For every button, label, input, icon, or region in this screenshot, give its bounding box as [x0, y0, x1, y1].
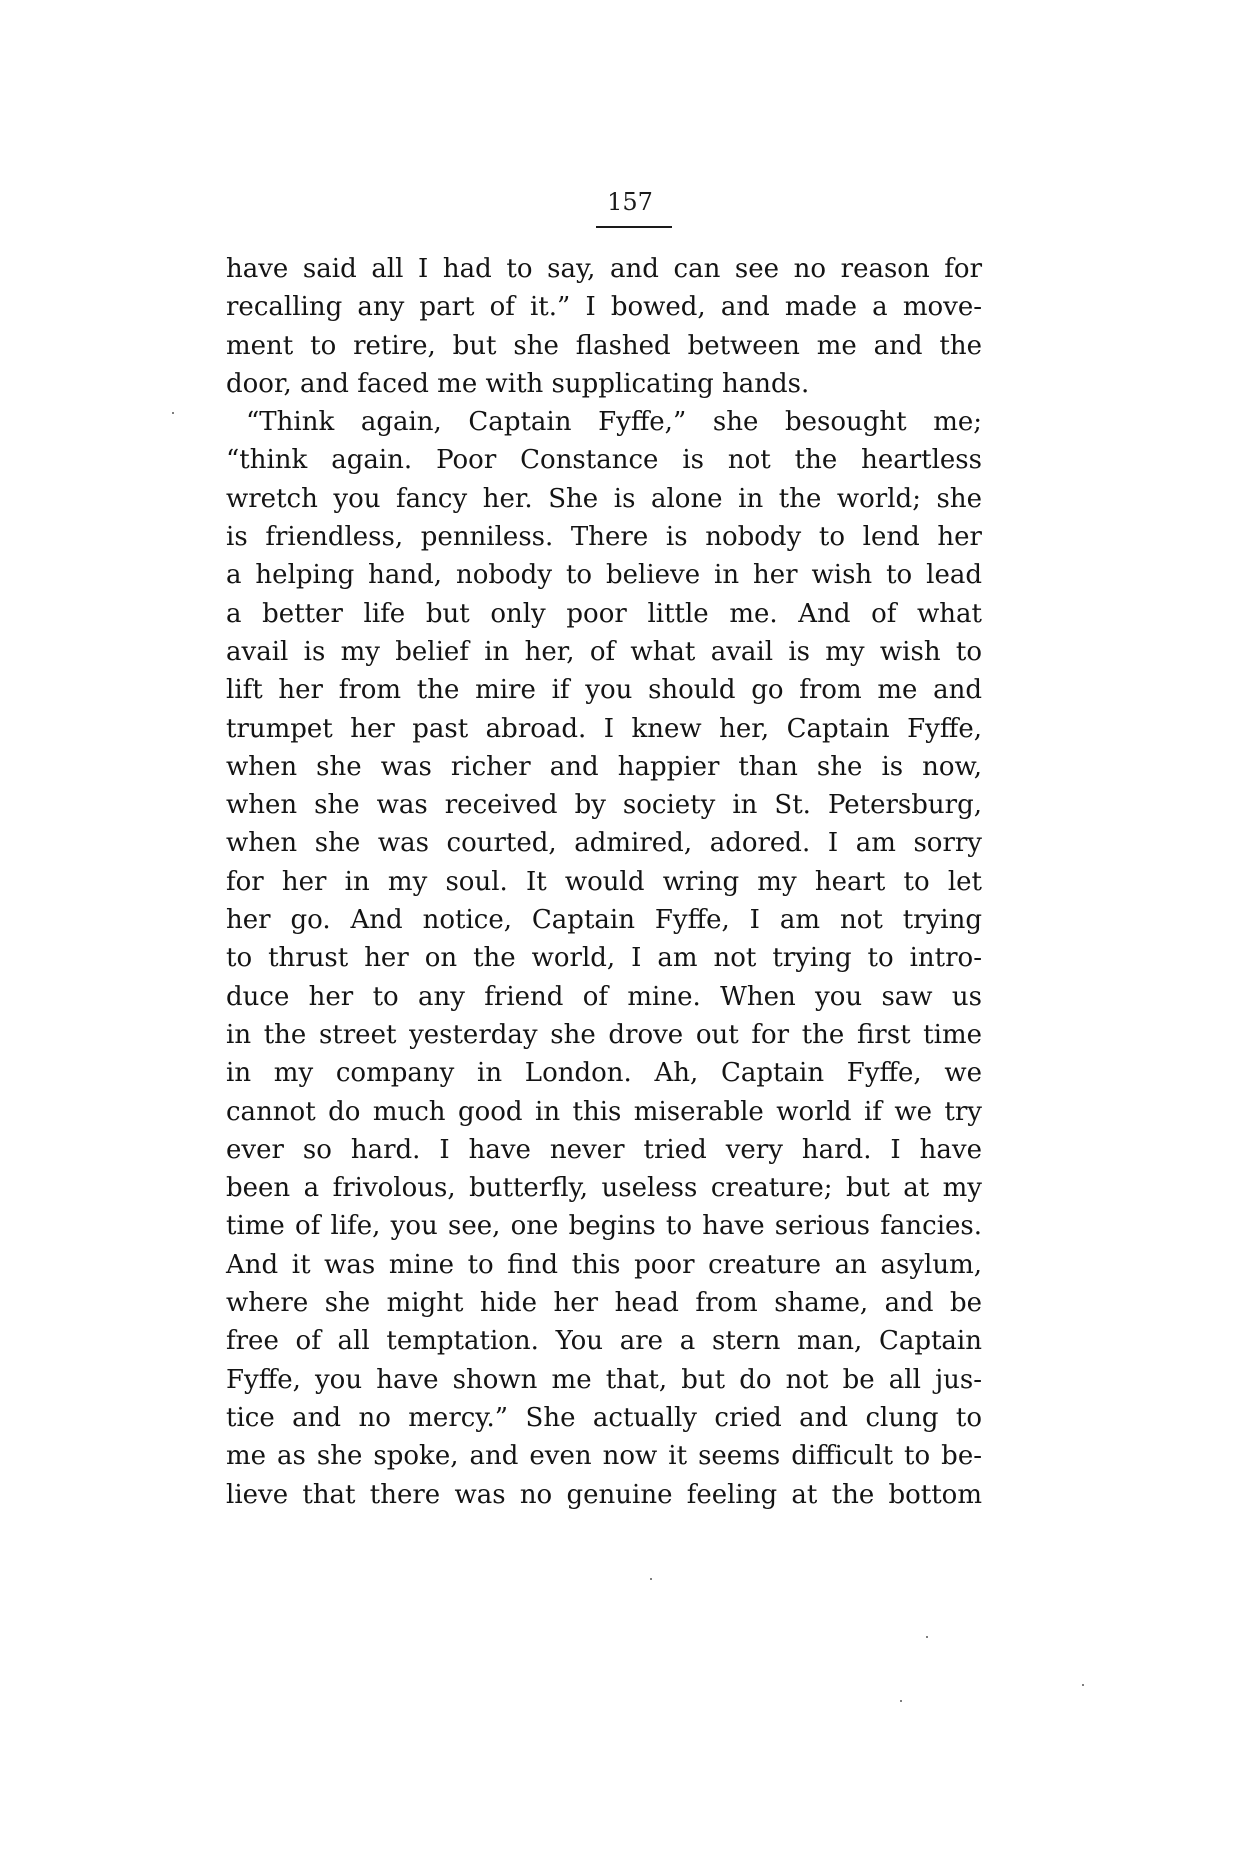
- text-line: And it was mine to find this poor creature an asylum,: [226, 1249, 982, 1280]
- paper-speck: [172, 412, 174, 414]
- text-line: to thrust her on the world, I am not trying to intro-: [226, 943, 982, 974]
- text-line: recalling any part of it.” I bowed, and made a move-: [226, 292, 982, 323]
- paper-speck: [650, 1578, 652, 1580]
- text-line: “Think again, Captain Fyffe,” she besought me;: [246, 407, 982, 438]
- body-text: [226, 250, 982, 1514]
- paper-speck: [900, 1700, 902, 1702]
- text-line: a helping hand, nobody to believe in her wish to lead: [226, 560, 982, 591]
- text-line: door, and faced me with supplicating hands.: [226, 368, 810, 399]
- text-line: been a frivolous, butterfly, useless creature; but at my: [226, 1173, 982, 1204]
- text-line: trumpet her past abroad. I knew her, Captain Fyffe,: [226, 713, 982, 744]
- text-line: “think again. Poor Constance is not the heartless: [226, 445, 982, 476]
- text-line: where she might hide her head from shame, and be: [226, 1288, 982, 1319]
- text-line: time of life, you see, one begins to have serious fancies.: [226, 1211, 982, 1242]
- text-line: free of all temptation. You are a stern man, Captain: [226, 1326, 982, 1357]
- text-line: for her in my soul. It would wring my heart to let: [226, 866, 982, 897]
- text-line: tice and no mercy.” She actually cried and clung to: [226, 1402, 982, 1433]
- text-line: me as she spoke, and even now it seems difficult to be-: [226, 1441, 982, 1472]
- text-line: ment to retire, but she flashed between me and the: [226, 330, 982, 361]
- text-line: wretch you fancy her. She is alone in the world; she: [226, 483, 982, 514]
- text-line: in my company in London. Ah, Captain Fyffe, we: [226, 1058, 982, 1089]
- text-line: have said all I had to say, and can see no reason for: [226, 254, 982, 284]
- paper-speck: [926, 1636, 928, 1638]
- text-line: avail is my belief in her, of what avail is my wish to: [226, 636, 982, 667]
- text-line: is friendless, penniless. There is nobody to lend her: [226, 522, 982, 553]
- text-line: Fyffe, you have shown me that, but do not be all jus-: [226, 1364, 982, 1395]
- text-line: lieve that there was no genuine feeling at the bottom: [226, 1479, 982, 1510]
- text-line: when she was received by society in St. Petersburg,: [226, 790, 982, 821]
- text-line: in the street yesterday she drove out for the first time: [226, 1019, 982, 1050]
- text-line: when she was courted, admired, adored. I am sorry: [226, 828, 982, 859]
- text-line: a better life but only poor little me. And of what: [226, 598, 982, 629]
- text-line: her go. And notice, Captain Fyffe, I am not trying: [226, 905, 982, 936]
- text-line: cannot do much good in this miserable world if we try: [226, 1096, 982, 1127]
- text-line: duce her to any friend of mine. When you saw us: [226, 981, 982, 1012]
- text-line: ever so hard. I have never tried very hard. I have: [226, 1134, 982, 1165]
- text-line: when she was richer and happier than she is now,: [226, 751, 982, 782]
- text-line: lift her from the mire if you should go from me and: [226, 675, 982, 706]
- paper-speck: [1082, 1684, 1084, 1686]
- page-number: 157: [607, 188, 653, 216]
- page-number-rule: [596, 226, 672, 228]
